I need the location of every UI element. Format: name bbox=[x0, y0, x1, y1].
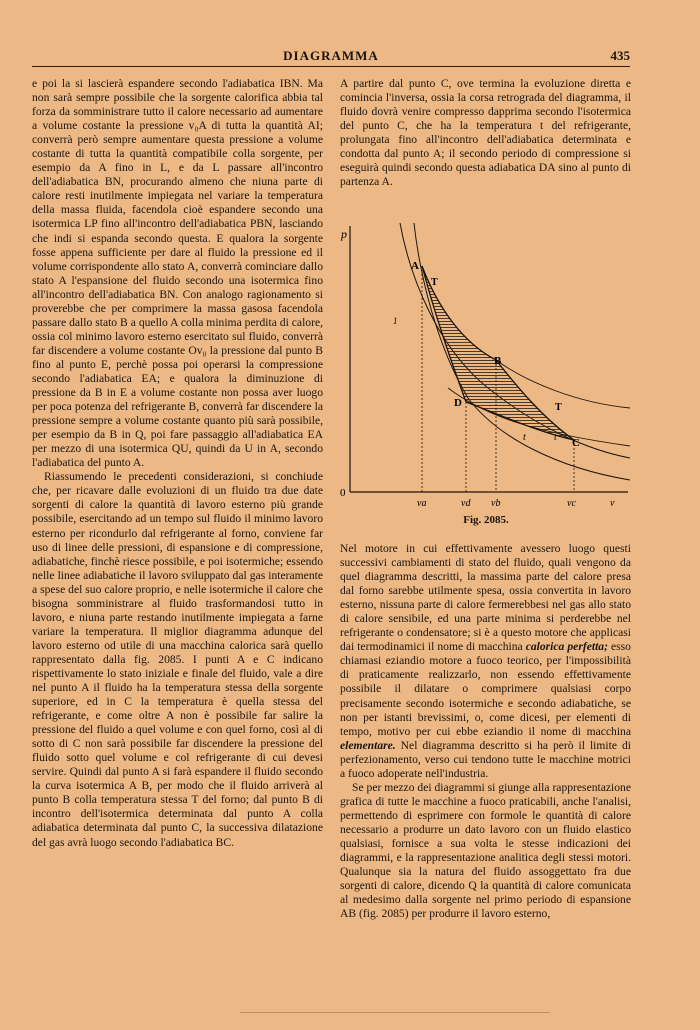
label-v: v bbox=[610, 498, 615, 509]
label-t-2: t bbox=[554, 432, 557, 443]
label-C: C bbox=[572, 437, 580, 449]
label-1: 1 bbox=[393, 316, 398, 326]
text-run: Nel motore in cui effettivamente avessero luogo questi successivi cambiamenti di stato del fluido, quali vengono da quel diagramma descritti, la massima parte del calore presa dal forno sarebbe utilmente spesa, ossia convertita in lavoro esterno, nissuna parte di calore fermerebbesi nel gas allo stato di calore sensibile, ed una parte minima si perderebbe nel refrigerante o condensatore; si è a questo motore che applicasi dai termodinamici il nome di macchina bbox=[340, 542, 631, 654]
paragraph: Riassumendo le precedenti considerazioni, si conchiude che, per ricavare dalle evoluzioni di un fluido tra due date sorgenti di calore la quantità di lavoro esterno più grande possibile, esercitando ad un tempo sul fluido il minimo lavoro esterno per ricondurlo dal refrigerante al forno, conviene far uso di linee delle pressioni, di espansione e di compressione, adiabatiche, finchè riesce possibile, e poi isotermiche; essendo nelle linee adiabatiche il lavoro sviluppato dal gas interamente a spese del suo calore proprio, e nelle isotermiche il calore che bisogna somministrare al fluido trasformandosi tutto in lavoro, e niuna parte restando inutilmente impiegata a farne variare la temperatura. Il miglior diagramma adunque del lavoro esterno od utile di una macchina calorica sarà quello rappresentato dalla fig. 2085. I punti A e C indicano rispettivamente lo stato iniziale e finale del fluido, vale a dire nel punto A il fluido ha la temperatura stessa della sorgente superiore, ed in C la temperatura è quella stessa del refrigerante, e come oltre A non è possibile far salire la pressione del fluido a quel volume e con quel forno, così al di sotto di C non sarà possibile far discendere la pressione del fluido sotto quel volume e col refrigerante di cui devesi servire. Quindi dal punto A si farà espandere il fluido secondo la curva isotermica A B, per modo che il fluido arriverà al punto B colla temperatura stessa T del forno; dal punto B di incontro dell'isotermica determinata dal punto A colla adiabatica determinata dal punto C, la successiva dilatazione del gas avrà luogo secondo l'adiabatica BC. bbox=[32, 470, 323, 849]
left-column bbox=[32, 77, 323, 850]
emphasis-elementare: elementare. bbox=[340, 738, 396, 752]
bottom-artifact bbox=[240, 1012, 550, 1013]
label-T-2: T bbox=[555, 402, 562, 413]
figure-caption: Fig. 2085. bbox=[463, 514, 509, 526]
page-header bbox=[32, 46, 630, 67]
isothermal-curve-outer bbox=[400, 223, 630, 458]
pv-diagram bbox=[338, 218, 634, 514]
text-run: esso chiamasi eziandio motore a fuoco teorico, per l'impossibilità di praticamente realizzarlo, non essendo effettivamente possibile il dilatare o comprimere qualsiasi corpo precisamente secondo isotermiche e secondo adiabatiche, se non per istanti brevissimi, o, come dicesi, per elementi di tempo, motivo per cui ebbe eziandio il nome di macchina bbox=[340, 640, 631, 738]
paragraph: Se per mezzo dei diagrammi si giunge alla rappresentazione grafica di tutte le macchine a fuoco praticabili, anche l'analisi, permettendo di esprimere con formole le quantità di calore necessario a produrre un dato lavoro con un fluido elastico qualsiasi, fornisce a sua volta le stesse indicazioni dei diagrammi, e la rappresentazione analitica degli stessi motori. Qualunque sia la natura del fluido assoggettato fra due sorgenti di calore, dicendo Q la quantità di calore comunicata al medesimo dalla sorgente nel primo periodo di espansione AB (fig. 2085) per produrre il lavoro esterno, bbox=[340, 780, 631, 921]
figure-2085 bbox=[338, 218, 634, 530]
label-p: p bbox=[341, 227, 347, 241]
label-B: B bbox=[494, 355, 502, 367]
running-title: DIAGRAMMA bbox=[283, 48, 379, 63]
paragraph: A partire dal punto C, ove termina la evoluzione diretta e comincia l'inversa, ossia la corsa retrograda del diagramma, il fluido dovrà venire compresso dapprima secondo l'isotermica del punto C, che ha la temperatura t del refrigerante, prolungata fino all'incontro dell'adiabatica determinata e condotta dal punto A; il secondo periodo di compressione si eseguirà quindi secondo questa adiabatica DA sino al punto di partenza A. bbox=[340, 77, 631, 189]
emphasis-calorica-perfetta: calorica perfetta; bbox=[525, 640, 608, 654]
page-number: 435 bbox=[610, 48, 630, 63]
label-va: va bbox=[417, 498, 427, 509]
right-column-bottom bbox=[340, 542, 631, 921]
paragraph: e poi la si lascierà espandere secondo l'adiabatica IBN. Ma non sarà sempre possibile che la sorgente calorifica abbia tal forza da somministrare tutto il calore necessario ad aumentare a volume costante la pressione v₀A di tutta la quantità AI; converrà però sempre aumentare questa pressione a volume costante di tutta la quantità compatibile colla sorgente, per esempio da A fino in L, e da L passare all'incontro dell'adiabatica BN, procurando almeno che niuna parte di calore resti inutilmente impiegata nel variare la temperatura della massa fluida, facendola cioè espandere secondo una isotermica LP fino all'incontro dell'adiabatica PBN, lasciando che indi si espanda secondo questa. E qualora la sorgente fosse appena sufficiente per dare al fluido la pressione ed il volume corrispondente allo stato A, converrà cominciare dallo stato A l'espansione del fluido secondo una isotermica fino all'incontro dell'adiabatica BN. Con analogo ragionamento si proverebbe che per comprimere la massa gasosa facendola passare dallo stato B a quello A colla minima perdita di calore, ossia col minimo lavoro esterno esercitato sul fluido, converrà far discendere a volume costante Ov₀ la pressione dal punto B fino al punto E, perchè possa poi operarsi la compressione secondo l'adiabatica EA; e qualora la diminuzione di pressione da B in E a volume costante non possa aver luogo per poca potenza del refrigerante B, converrà far discendere la pressione sempre a volume costante quanto più sarà possibile, per esempio da B in Q, poi fare passaggio all'adiabatica EA per mezzo di una isotermica QU, quindi da U in A, secondo l'adiabatica del punto A. bbox=[32, 77, 323, 470]
label-vb: vb bbox=[491, 498, 501, 509]
work-area bbox=[422, 266, 574, 440]
label-vc: vc bbox=[567, 498, 576, 509]
text-run: Nel diagramma descritto si ha però il limite di perfezionamento, verso cui tendono tutte le macchine motrici a fuoco adoperate nell'industria. bbox=[340, 738, 631, 780]
label-T-1: T bbox=[431, 277, 438, 288]
paragraph bbox=[340, 542, 631, 781]
label-origin: 0 bbox=[340, 487, 346, 499]
right-column-top bbox=[340, 77, 631, 189]
label-vd: vd bbox=[461, 498, 471, 509]
label-A: A bbox=[411, 260, 419, 272]
label-D: D bbox=[454, 397, 462, 409]
label-t-1: t bbox=[523, 432, 526, 443]
